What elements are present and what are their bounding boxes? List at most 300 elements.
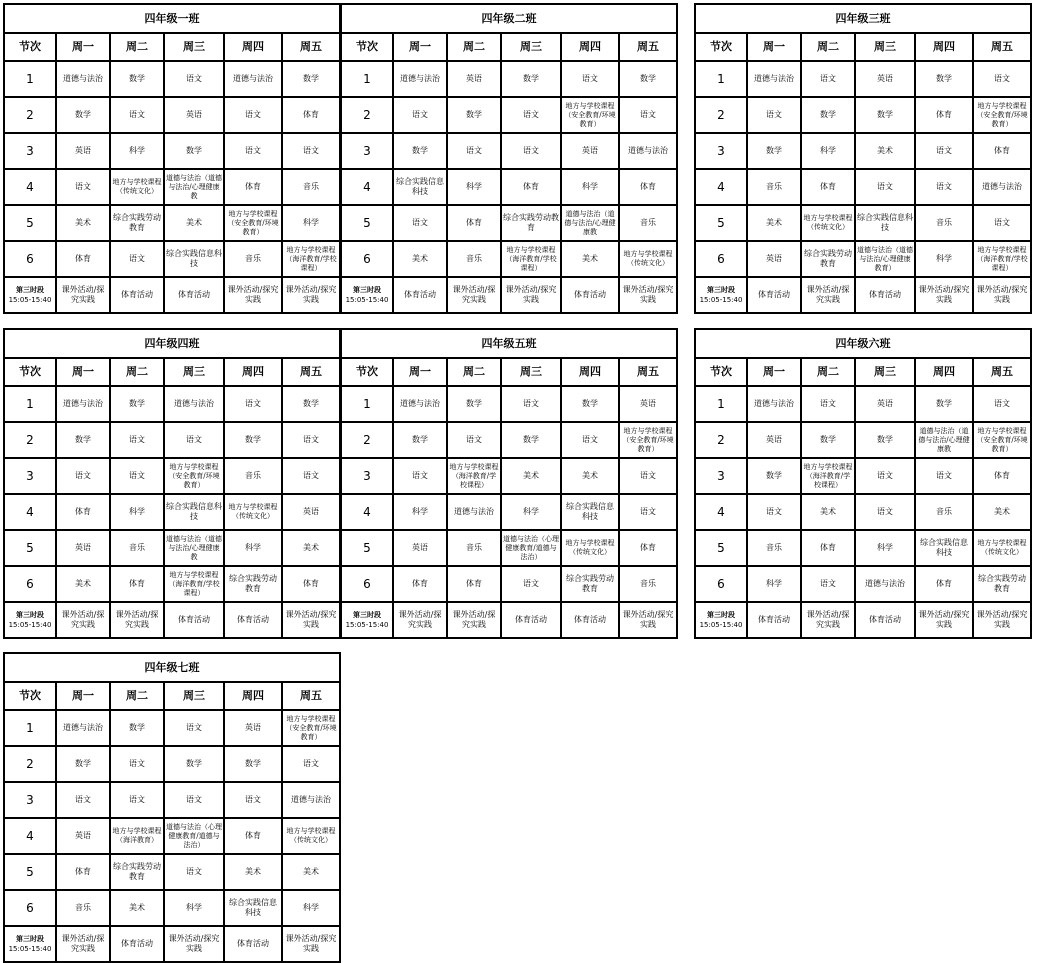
- weekday-header: 周一: [393, 358, 447, 386]
- lesson-cell: 音乐: [224, 458, 282, 494]
- lesson-cell: 语文: [973, 386, 1031, 422]
- weekday-header: 周二: [447, 358, 501, 386]
- lesson-cell: 语文: [56, 782, 110, 818]
- activity-cell: 课外活动/探究实践: [393, 602, 447, 638]
- lesson-cell: 音乐: [915, 205, 973, 241]
- lesson-cell: 体育: [801, 169, 855, 205]
- class-title: 四年级五班: [341, 329, 677, 358]
- activity-cell: 体育活动: [747, 277, 801, 313]
- lesson-cell: 语文: [747, 97, 801, 133]
- afternoon-period-time: 15:05-15:40: [699, 621, 743, 629]
- lesson-cell: 英语: [56, 133, 110, 169]
- lesson-cell: 体育: [282, 97, 340, 133]
- lesson-cell: 音乐: [56, 890, 110, 926]
- lesson-cell: 语文: [973, 205, 1031, 241]
- afternoon-period-time: 15:05-15:40: [8, 296, 52, 304]
- lesson-cell: 语文: [915, 169, 973, 205]
- lesson-cell: 语文: [110, 746, 164, 782]
- period-number: 2: [4, 97, 56, 133]
- lesson-cell: 数学: [855, 422, 915, 458]
- lesson-cell: 语文: [282, 133, 340, 169]
- period-row: [341, 97, 677, 133]
- weekday-header: 周三: [501, 33, 561, 61]
- lesson-cell: 英语: [56, 818, 110, 854]
- activity-cell: 课外活动/探究实践: [973, 602, 1031, 638]
- weekday-header-row: [341, 33, 677, 61]
- lesson-cell: 语文: [915, 458, 973, 494]
- lesson-cell: 体育: [56, 241, 110, 277]
- lesson-cell: 综合实践信息科技: [164, 241, 224, 277]
- lesson-cell: 语文: [747, 494, 801, 530]
- afternoon-period-label: [4, 926, 56, 962]
- period-number: 3: [4, 458, 56, 494]
- class-title: 四年级七班: [4, 653, 340, 682]
- lesson-cell: 英语: [561, 133, 619, 169]
- lesson-cell: 数学: [282, 386, 340, 422]
- period-number: 5: [695, 205, 747, 241]
- lesson-cell: 美术: [561, 458, 619, 494]
- lesson-cell: 美术: [56, 566, 110, 602]
- period-row: [341, 530, 677, 566]
- lesson-cell: 语文: [619, 97, 677, 133]
- lesson-cell: 数学: [164, 746, 224, 782]
- lesson-cell: 语文: [973, 61, 1031, 97]
- lesson-cell: 地方与学校课程（海洋教育/学校课程）: [501, 241, 561, 277]
- lesson-cell: 英语: [855, 61, 915, 97]
- period-header: 节次: [4, 33, 56, 61]
- lesson-cell: 语文: [501, 386, 561, 422]
- lesson-cell: 语文: [915, 133, 973, 169]
- lesson-cell: 体育: [973, 133, 1031, 169]
- lesson-cell: 音乐: [747, 530, 801, 566]
- lesson-cell: 语文: [110, 241, 164, 277]
- weekday-header: 周五: [282, 682, 340, 710]
- lesson-cell: 综合实践劳动教育: [224, 566, 282, 602]
- class-title-row: [4, 653, 340, 682]
- lesson-cell: 语文: [561, 61, 619, 97]
- afternoon-period-label: [4, 602, 56, 638]
- afternoon-period-time: 15:05-15:40: [699, 296, 743, 304]
- class-title-row: [341, 329, 677, 358]
- activity-cell: 课外活动/探究实践: [501, 277, 561, 313]
- lesson-cell: 美术: [801, 494, 855, 530]
- period-row: [4, 61, 340, 97]
- period-number: 6: [4, 241, 56, 277]
- lesson-cell: 道德与法治: [224, 61, 282, 97]
- class-timetable: [694, 3, 1032, 314]
- period-row: [341, 458, 677, 494]
- period-row: [695, 494, 1031, 530]
- period-number: 3: [695, 458, 747, 494]
- period-number: 6: [695, 241, 747, 277]
- period-row: [4, 205, 340, 241]
- activity-cell: 课外活动/探究实践: [282, 602, 340, 638]
- weekday-header: 周四: [561, 358, 619, 386]
- lesson-cell: 科学: [164, 890, 224, 926]
- period-row: [341, 566, 677, 602]
- lesson-cell: 语文: [501, 566, 561, 602]
- lesson-cell: 地方与学校课程（海洋教育）: [110, 818, 164, 854]
- class-timetable: [694, 328, 1032, 639]
- period-row: [695, 205, 1031, 241]
- period-number: 1: [4, 61, 56, 97]
- lesson-cell: 地方与学校课程（传统文化）: [801, 205, 855, 241]
- lesson-cell: 地方与学校课程（安全教育/环境教育）: [282, 710, 340, 746]
- activity-cell: 课外活动/探究实践: [282, 277, 340, 313]
- activity-cell: 体育活动: [855, 602, 915, 638]
- lesson-cell: 道德与法治（道德与法治/心理健康教: [164, 169, 224, 205]
- period-row: [341, 169, 677, 205]
- lesson-cell: 综合实践劳动教育: [561, 566, 619, 602]
- lesson-cell: 地方与学校课程（安全教育/环境教育）: [224, 205, 282, 241]
- period-number: 4: [341, 494, 393, 530]
- lesson-cell: 英语: [447, 61, 501, 97]
- lesson-cell: 语文: [164, 61, 224, 97]
- period-header: 节次: [695, 33, 747, 61]
- weekday-header-row: [695, 33, 1031, 61]
- lesson-cell: 音乐: [619, 205, 677, 241]
- weekday-header: 周五: [973, 358, 1031, 386]
- lesson-cell: 英语: [282, 494, 340, 530]
- lesson-cell: 地方与学校课程（传统文化）: [561, 530, 619, 566]
- lesson-cell: 科学: [447, 169, 501, 205]
- weekday-header: 周一: [56, 682, 110, 710]
- lesson-cell: 美术: [393, 241, 447, 277]
- activity-cell: 课外活动/探究实践: [801, 602, 855, 638]
- weekday-header: 周三: [164, 33, 224, 61]
- lesson-cell: 语文: [56, 169, 110, 205]
- class-title: 四年级二班: [341, 4, 677, 33]
- lesson-cell: 道德与法治: [56, 710, 110, 746]
- lesson-cell: 数学: [110, 710, 164, 746]
- afternoon-period-time: 15:05-15:40: [345, 296, 389, 304]
- lesson-cell: 语文: [224, 782, 282, 818]
- lesson-cell: 数学: [801, 97, 855, 133]
- lesson-cell: 体育: [915, 97, 973, 133]
- activity-cell: 课外活动/探究实践: [801, 277, 855, 313]
- period-number: 2: [4, 746, 56, 782]
- lesson-cell: 数学: [224, 422, 282, 458]
- lesson-cell: 科学: [224, 530, 282, 566]
- activity-cell: 课外活动/探究实践: [56, 602, 110, 638]
- weekday-header-row: [4, 358, 340, 386]
- activity-cell: 课外活动/探究实践: [447, 602, 501, 638]
- lesson-cell: 语文: [224, 133, 282, 169]
- lesson-cell: 综合实践信息科技: [855, 205, 915, 241]
- weekday-header: 周四: [915, 33, 973, 61]
- period-number: 2: [4, 422, 56, 458]
- activity-cell: 体育活动: [224, 602, 282, 638]
- activity-cell: 体育活动: [855, 277, 915, 313]
- lesson-cell: 数学: [747, 133, 801, 169]
- lesson-cell: 综合实践信息科技: [164, 494, 224, 530]
- period-number: 2: [695, 97, 747, 133]
- lesson-cell: 体育: [393, 566, 447, 602]
- lesson-cell: 地方与学校课程（海洋教育/学校课程）: [164, 566, 224, 602]
- class-title-row: [4, 329, 340, 358]
- activity-cell: 课外活动/探究实践: [164, 926, 224, 962]
- lesson-cell: 数学: [56, 97, 110, 133]
- lesson-cell: 道德与法治: [282, 782, 340, 818]
- activity-cell: 体育活动: [224, 926, 282, 962]
- class-timetable: [3, 328, 341, 639]
- lesson-cell: 体育: [501, 169, 561, 205]
- period-row: [4, 494, 340, 530]
- period-header: 节次: [341, 358, 393, 386]
- period-number: 3: [341, 133, 393, 169]
- lesson-cell: 道德与法治: [747, 386, 801, 422]
- activity-cell: 体育活动: [561, 277, 619, 313]
- lesson-cell: 美术: [110, 890, 164, 926]
- lesson-cell: 体育: [282, 566, 340, 602]
- period-number: 6: [341, 566, 393, 602]
- lesson-cell: 地方与学校课程（安全教育/环境教育）: [164, 458, 224, 494]
- lesson-cell: 地方与学校课程（传统文化）: [224, 494, 282, 530]
- lesson-cell: 道德与法治: [164, 386, 224, 422]
- period-row: [4, 530, 340, 566]
- period-row: [695, 97, 1031, 133]
- lesson-cell: 音乐: [447, 530, 501, 566]
- lesson-cell: 美术: [973, 494, 1031, 530]
- period-number: 3: [4, 782, 56, 818]
- lesson-cell: 综合实践信息科技: [224, 890, 282, 926]
- lesson-cell: 科学: [282, 890, 340, 926]
- weekday-header: 周五: [619, 33, 677, 61]
- weekday-header-row: [4, 33, 340, 61]
- lesson-cell: 语文: [110, 782, 164, 818]
- lesson-cell: 道德与法治: [447, 494, 501, 530]
- lesson-cell: 音乐: [110, 530, 164, 566]
- lesson-cell: 体育: [447, 205, 501, 241]
- lesson-cell: 语文: [282, 746, 340, 782]
- lesson-cell: 数学: [915, 386, 973, 422]
- lesson-cell: 科学: [282, 205, 340, 241]
- lesson-cell: 道德与法治: [973, 169, 1031, 205]
- lesson-cell: 英语: [393, 530, 447, 566]
- lesson-cell: 地方与学校课程（安全教育/环境教育）: [561, 97, 619, 133]
- lesson-cell: 语文: [561, 422, 619, 458]
- period-row: [4, 890, 340, 926]
- period-row: [341, 133, 677, 169]
- lesson-cell: 英语: [164, 97, 224, 133]
- period-row: [4, 458, 340, 494]
- period-number: 1: [4, 710, 56, 746]
- weekday-header: 周四: [561, 33, 619, 61]
- afternoon-period-name: 第三时段: [353, 285, 381, 294]
- period-number: 2: [341, 97, 393, 133]
- period-number: 5: [4, 205, 56, 241]
- period-number: 6: [341, 241, 393, 277]
- lesson-cell: 体育: [973, 458, 1031, 494]
- class-title-row: [341, 4, 677, 33]
- afternoon-period-row: [4, 602, 340, 638]
- period-number: 5: [341, 205, 393, 241]
- lesson-cell: 英语: [747, 422, 801, 458]
- activity-cell: 体育活动: [110, 926, 164, 962]
- class-title: 四年级四班: [4, 329, 340, 358]
- period-row: [695, 530, 1031, 566]
- lesson-cell: 语文: [393, 205, 447, 241]
- lesson-cell: 地方与学校课程（传统文化）: [973, 530, 1031, 566]
- period-number: 3: [4, 133, 56, 169]
- lesson-cell: 数学: [619, 61, 677, 97]
- lesson-cell: 数学: [56, 746, 110, 782]
- lesson-cell: 数学: [110, 386, 164, 422]
- period-row: [341, 61, 677, 97]
- period-row: [695, 241, 1031, 277]
- activity-cell: 课外活动/探究实践: [224, 277, 282, 313]
- lesson-cell: 科学: [801, 133, 855, 169]
- afternoon-period-time: 15:05-15:40: [345, 621, 389, 629]
- lesson-cell: 数学: [501, 422, 561, 458]
- lesson-cell: 综合实践信息科技: [915, 530, 973, 566]
- weekday-header: 周四: [224, 33, 282, 61]
- lesson-cell: 道德与法治（道德与法治/心理健康教: [164, 530, 224, 566]
- activity-cell: 课外活动/探究实践: [447, 277, 501, 313]
- lesson-cell: 科学: [393, 494, 447, 530]
- lesson-cell: 音乐: [447, 241, 501, 277]
- lesson-cell: 语文: [110, 422, 164, 458]
- lesson-cell: 美术: [282, 854, 340, 890]
- lesson-cell: 语文: [447, 422, 501, 458]
- lesson-cell: 语文: [801, 386, 855, 422]
- lesson-cell: 音乐: [282, 169, 340, 205]
- lesson-cell: 语文: [224, 97, 282, 133]
- lesson-cell: 美术: [501, 458, 561, 494]
- afternoon-period-name: 第三时段: [353, 610, 381, 619]
- period-number: 4: [4, 169, 56, 205]
- lesson-cell: 道德与法治: [56, 386, 110, 422]
- period-row: [4, 710, 340, 746]
- period-row: [4, 566, 340, 602]
- activity-cell: 体育活动: [164, 277, 224, 313]
- period-row: [341, 241, 677, 277]
- period-row: [4, 97, 340, 133]
- weekday-header: 周二: [110, 33, 164, 61]
- lesson-cell: 英语: [56, 530, 110, 566]
- period-number: 5: [4, 854, 56, 890]
- lesson-cell: 道德与法治: [855, 566, 915, 602]
- weekday-header: 周二: [801, 358, 855, 386]
- lesson-cell: 数学: [224, 746, 282, 782]
- activity-cell: 课外活动/探究实践: [56, 926, 110, 962]
- lesson-cell: 数学: [561, 386, 619, 422]
- period-header: 节次: [341, 33, 393, 61]
- lesson-cell: 语文: [619, 458, 677, 494]
- activity-cell: 体育活动: [747, 602, 801, 638]
- lesson-cell: 综合实践劳动教育: [110, 854, 164, 890]
- afternoon-period-row: [695, 277, 1031, 313]
- lesson-cell: 语文: [282, 422, 340, 458]
- lesson-cell: 美术: [855, 133, 915, 169]
- lesson-cell: 语文: [393, 97, 447, 133]
- lesson-cell: 道德与法治（心理健康教育/道德与法治）: [501, 530, 561, 566]
- activity-cell: 课外活动/探究实践: [110, 602, 164, 638]
- period-row: [341, 494, 677, 530]
- lesson-cell: 数学: [501, 61, 561, 97]
- lesson-cell: 数学: [110, 61, 164, 97]
- lesson-cell: 体育: [915, 566, 973, 602]
- lesson-cell: 地方与学校课程（安全教育/环境教育）: [973, 97, 1031, 133]
- afternoon-period-label: [341, 602, 393, 638]
- lesson-cell: 语文: [855, 169, 915, 205]
- lesson-cell: 美术: [164, 205, 224, 241]
- afternoon-period-row: [4, 277, 340, 313]
- period-number: 4: [695, 169, 747, 205]
- lesson-cell: 数学: [801, 422, 855, 458]
- period-row: [4, 782, 340, 818]
- period-row: [4, 818, 340, 854]
- class-timetable: [340, 3, 678, 314]
- lesson-cell: 语文: [447, 133, 501, 169]
- lesson-cell: 语文: [164, 782, 224, 818]
- lesson-cell: 语文: [855, 494, 915, 530]
- lesson-cell: 语文: [855, 458, 915, 494]
- weekday-header: 周五: [282, 33, 340, 61]
- period-number: 1: [695, 61, 747, 97]
- lesson-cell: 语文: [393, 458, 447, 494]
- weekday-header: 周五: [973, 33, 1031, 61]
- activity-cell: 课外活动/探究实践: [915, 602, 973, 638]
- lesson-cell: 道德与法治: [393, 61, 447, 97]
- weekday-header-row: [341, 358, 677, 386]
- lesson-cell: 科学: [110, 494, 164, 530]
- class-timetable: [3, 3, 341, 314]
- period-row: [4, 133, 340, 169]
- weekday-header: 周一: [393, 33, 447, 61]
- lesson-cell: 综合实践劳动教育: [501, 205, 561, 241]
- lesson-cell: 体育: [224, 169, 282, 205]
- lesson-cell: 体育: [224, 818, 282, 854]
- lesson-cell: 道德与法治（心理健康教育/道德与法治）: [164, 818, 224, 854]
- period-row: [341, 205, 677, 241]
- period-row: [695, 566, 1031, 602]
- weekday-header: 周五: [282, 358, 340, 386]
- lesson-cell: 语文: [501, 97, 561, 133]
- weekday-header: 周四: [915, 358, 973, 386]
- period-row: [4, 386, 340, 422]
- class-title-row: [695, 4, 1031, 33]
- lesson-cell: 体育: [56, 494, 110, 530]
- period-header: 节次: [4, 682, 56, 710]
- period-row: [4, 422, 340, 458]
- lesson-cell: 体育: [801, 530, 855, 566]
- lesson-cell: 体育: [619, 169, 677, 205]
- weekday-header: 周三: [164, 682, 224, 710]
- lesson-cell: 语文: [801, 566, 855, 602]
- period-number: 4: [4, 494, 56, 530]
- afternoon-period-label: [695, 277, 747, 313]
- lesson-cell: 综合实践信息科技: [393, 169, 447, 205]
- class-timetable: [340, 328, 678, 639]
- lesson-cell: 科学: [747, 566, 801, 602]
- weekday-header-row: [4, 682, 340, 710]
- lesson-cell: 语文: [801, 61, 855, 97]
- lesson-cell: 科学: [915, 241, 973, 277]
- activity-cell: 课外活动/探究实践: [915, 277, 973, 313]
- weekday-header: 周二: [110, 682, 164, 710]
- period-row: [4, 746, 340, 782]
- period-row: [695, 386, 1031, 422]
- weekday-header: 周一: [747, 358, 801, 386]
- lesson-cell: 语文: [110, 458, 164, 494]
- class-title-row: [695, 329, 1031, 358]
- class-title-row: [4, 4, 340, 33]
- period-number: 3: [341, 458, 393, 494]
- lesson-cell: 综合实践劳动教育: [110, 205, 164, 241]
- period-number: 2: [695, 422, 747, 458]
- period-row: [341, 422, 677, 458]
